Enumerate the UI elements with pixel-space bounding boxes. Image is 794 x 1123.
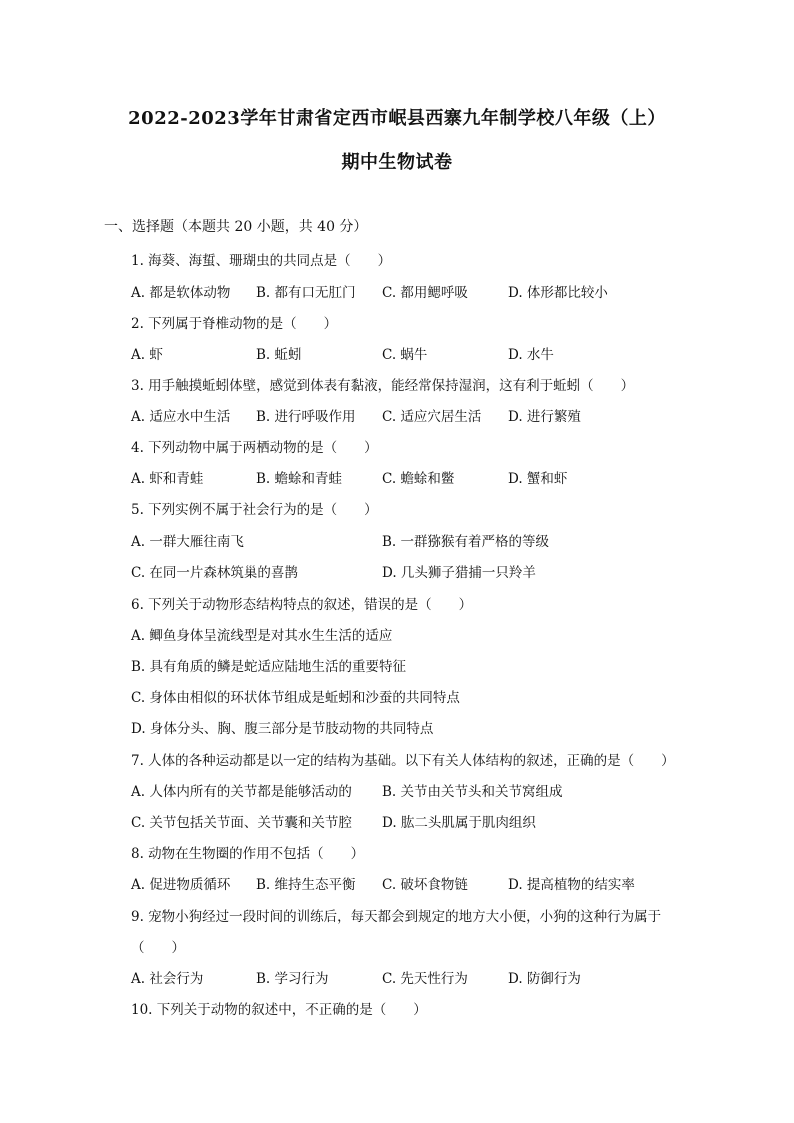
- question-7-option-c: C. 关节包括关节面、关节囊和关节腔: [131, 815, 352, 831]
- question-1-stem: 1. 海葵、海蜇、珊瑚虫的共同点是（ ）: [131, 253, 392, 269]
- section-heading: 一、选择题（本题共 20 小题，共 40 分）: [104, 219, 368, 235]
- question-8-option-d: D. 提高植物的结实率: [508, 877, 635, 893]
- question-3-option-c: C. 适应穴居生活: [382, 409, 482, 425]
- question-3-option-a: A. 适应水中生活: [131, 409, 231, 425]
- question-6-option-a: A. 鲫鱼身体呈流线型是对其水生生活的适应: [131, 628, 393, 644]
- question-7-option-b: B. 关节由关节头和关节窝组成: [382, 784, 563, 800]
- question-8-option-b: B. 维持生态平衡: [256, 877, 356, 893]
- question-7-stem: 7. 人体的各种运动都是以一定的结构为基础。以下有关人体结构的叙述，正确的是（ ）: [131, 753, 675, 769]
- question-2-stem: 2. 下列属于脊椎动物的是（ ）: [131, 316, 338, 332]
- question-9-stem-continued: （ ）: [131, 940, 185, 956]
- question-3-stem: 3. 用手触摸蚯蚓体壁，感觉到体表有黏液，能经常保持湿润，这有利于蚯蚓（ ）: [131, 378, 635, 394]
- question-1-option-d: D. 体形都比较小: [508, 285, 608, 301]
- question-9-option-c: C. 先天性行为: [382, 971, 468, 987]
- question-9-option-d: D. 防御行为: [508, 971, 581, 987]
- question-1-option-b: B. 都有口无肛门: [256, 285, 356, 301]
- question-2-option-a: A. 虾: [131, 347, 163, 363]
- question-2-option-b: B. 蚯蚓: [256, 347, 302, 363]
- document-title-line-2: 期中生物试卷: [341, 152, 453, 173]
- question-4-option-b: B. 蟾蜍和青蛙: [256, 471, 343, 487]
- question-4-option-a: A. 虾和青蛙: [131, 471, 204, 487]
- question-5-option-b: B. 一群猕猴有着严格的等级: [382, 534, 550, 550]
- question-5-stem: 5. 下列实例不属于社会行为的是（ ）: [131, 502, 378, 518]
- question-3-option-b: B. 进行呼吸作用: [256, 409, 356, 425]
- question-4-stem: 4. 下列动物中属于两栖动物的是（ ）: [131, 440, 378, 456]
- question-8-option-a: A. 促进物质循环: [131, 877, 231, 893]
- question-8-stem: 8. 动物在生物圈的作用不包括（ ）: [131, 846, 365, 862]
- question-6-option-b: B. 具有角质的鳞是蛇适应陆地生活的重要特征: [131, 659, 407, 675]
- question-8-option-c: C. 破坏食物链: [382, 877, 468, 893]
- question-2-option-d: D. 水牛: [508, 347, 554, 363]
- question-5-option-c: C. 在同一片森林筑巢的喜鹊: [131, 565, 298, 581]
- question-2-option-c: C. 蜗牛: [382, 347, 428, 363]
- question-9-option-b: B. 学习行为: [256, 971, 329, 987]
- question-9-stem: 9. 宠物小狗经过一段时间的训练后，每天都会到规定的地方大小便，小狗的这种行为属于: [131, 909, 662, 925]
- question-1-option-c: C. 都用鳃呼吸: [382, 285, 468, 301]
- question-5-option-d: D. 几头狮子猎捕一只羚羊: [382, 565, 536, 581]
- question-1-option-a: A. 都是软体动物: [131, 285, 231, 301]
- question-3-option-d: D. 进行繁殖: [508, 409, 581, 425]
- question-10-stem: 10. 下列关于动物的叙述中，不正确的是（ ）: [131, 1002, 427, 1018]
- question-7-option-a: A. 人体内所有的关节都是能够活动的: [131, 784, 352, 800]
- question-9-option-a: A. 社会行为: [131, 971, 204, 987]
- question-4-option-d: D. 蟹和虾: [508, 471, 568, 487]
- question-6-stem: 6. 下列关于动物形态结构特点的叙述，错误的是（ ）: [131, 597, 473, 613]
- question-5-option-a: A. 一群大雁往南飞: [131, 534, 244, 550]
- document-title-line-1: 2022-2023学年甘肃省定西市岷县西寨九年制学校八年级（上）: [128, 108, 666, 129]
- question-7-option-d: D. 肱二头肌属于肌肉组织: [382, 815, 536, 831]
- question-6-option-c: C. 身体由相似的环状体节组成是蚯蚓和沙蚕的共同特点: [131, 690, 460, 706]
- question-6-option-d: D. 身体分头、胸、腹三部分是节肢动物的共同特点: [131, 721, 434, 737]
- question-4-option-c: C. 蟾蜍和鳖: [382, 471, 455, 487]
